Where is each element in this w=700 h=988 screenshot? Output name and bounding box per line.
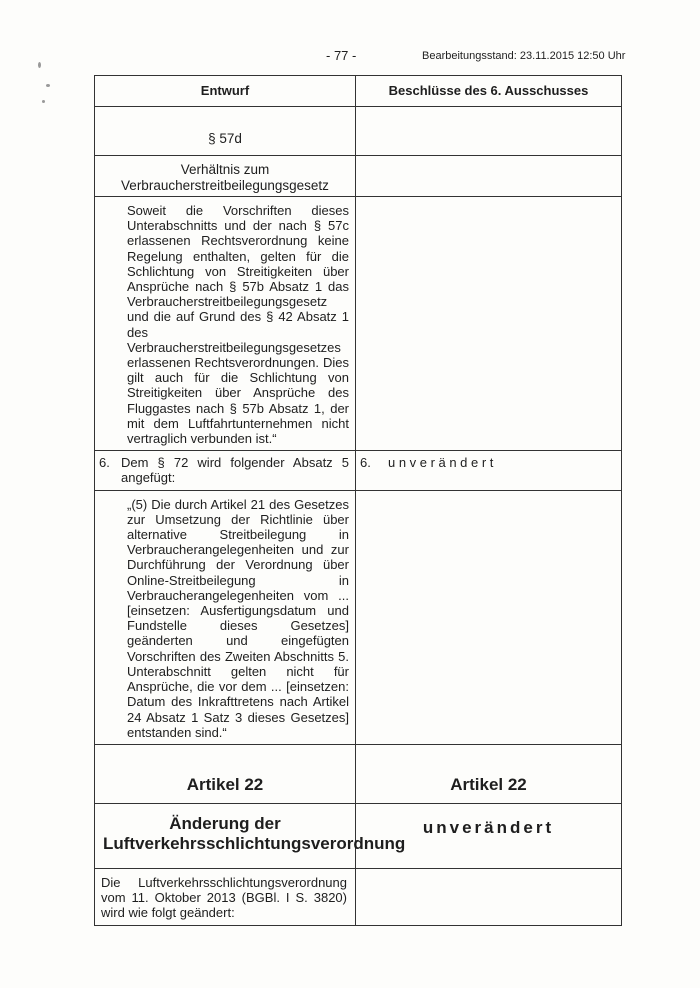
page-number: - 77 - xyxy=(326,48,357,63)
item-number: 6. xyxy=(99,455,110,471)
column-header-left: Entwurf xyxy=(95,76,356,107)
article-intro: Die Luftverkehrsschlichtungsverordnung vom 11. Oktober 2013 (BGBl. I S. 3820) wird wie folgt geändert: xyxy=(101,874,347,921)
table-row xyxy=(95,76,622,107)
amendment-quote: „(5) Die durch Artikel 21 des Gesetzes zur Umsetzung der Richtlinie über alternative Streitbeilegung in Verbraucherangelegenheiten und zur Durchführung der Verordnung über Online-Streitbeilegung in Verbraucherangelegenheiten vom ... [einsetzen: Ausfertigungsdatum und Fundstelle dieses Gesetzes] geänderten und eingefügten Vorschriften des Zweiten Abschnitts 5. Unterabschnitt gelten nicht für Ansprüche, die vor dem ... [einsetzen: Datum des Inkrafttretens nach Artikel 24 Absatz 1 Satz 3 dieses Gesetzes] entstanden sind.“ xyxy=(127,496,349,740)
paragraph-heading: § 57d xyxy=(208,131,242,146)
item-status-right: unverändert xyxy=(388,455,497,471)
edit-status: Bearbeitungsstand: 23.11.2015 12:50 Uhr xyxy=(422,50,626,62)
column-header-right: Beschlüsse des 6. Ausschusses xyxy=(356,76,622,107)
table-row xyxy=(95,197,622,451)
article-title: Änderung der Luftverkehrsschlichtungsverordnung xyxy=(103,813,406,853)
table-row xyxy=(95,451,622,490)
scan-speck xyxy=(42,100,45,103)
scan-speck xyxy=(38,62,41,68)
table-row xyxy=(95,107,622,156)
article-heading-right: Artikel 22 xyxy=(450,774,527,794)
table-row xyxy=(95,803,622,868)
table-row xyxy=(95,868,622,925)
item-text: Dem § 72 wird folgender Absatz 5 angefügt: xyxy=(121,455,349,486)
page-header xyxy=(0,48,700,68)
item-number-right: 6. xyxy=(360,455,371,471)
article-heading-left: Artikel 22 xyxy=(186,774,264,794)
comparison-table xyxy=(94,75,622,926)
scan-speck xyxy=(46,84,50,87)
paragraph-text: Soweit die Vorschriften dieses Unterabschnitts und der nach § 57c erlassenen Rechtsverordnung keine Regelung enthalten, gelten für die Schlichtung von Streitigkeiten über Ansprüche nach § 57b Absatz 1 das Verbraucherstreitbeilegungsgesetz und die auf Grund des § 42 Absatz 1 des Verbraucherstreitbeilegungsgesetzes erlassenen Rechtsverordnungen. Dies gilt auch für die Schlichtung von Streitigkeiten über Ansprüche des Fluggastes nach § 57b Absatz 1, der mit dem Luftfahrtunternehmen nicht vertraglich verbunden ist.“ xyxy=(127,203,349,447)
table-row xyxy=(95,156,622,197)
paragraph-title: Verhältnis zum Verbraucherstreitbeilegungsgesetz xyxy=(121,162,329,193)
table-row xyxy=(95,744,622,803)
article-status-right: unverändert xyxy=(422,817,555,837)
table-row xyxy=(95,490,622,744)
